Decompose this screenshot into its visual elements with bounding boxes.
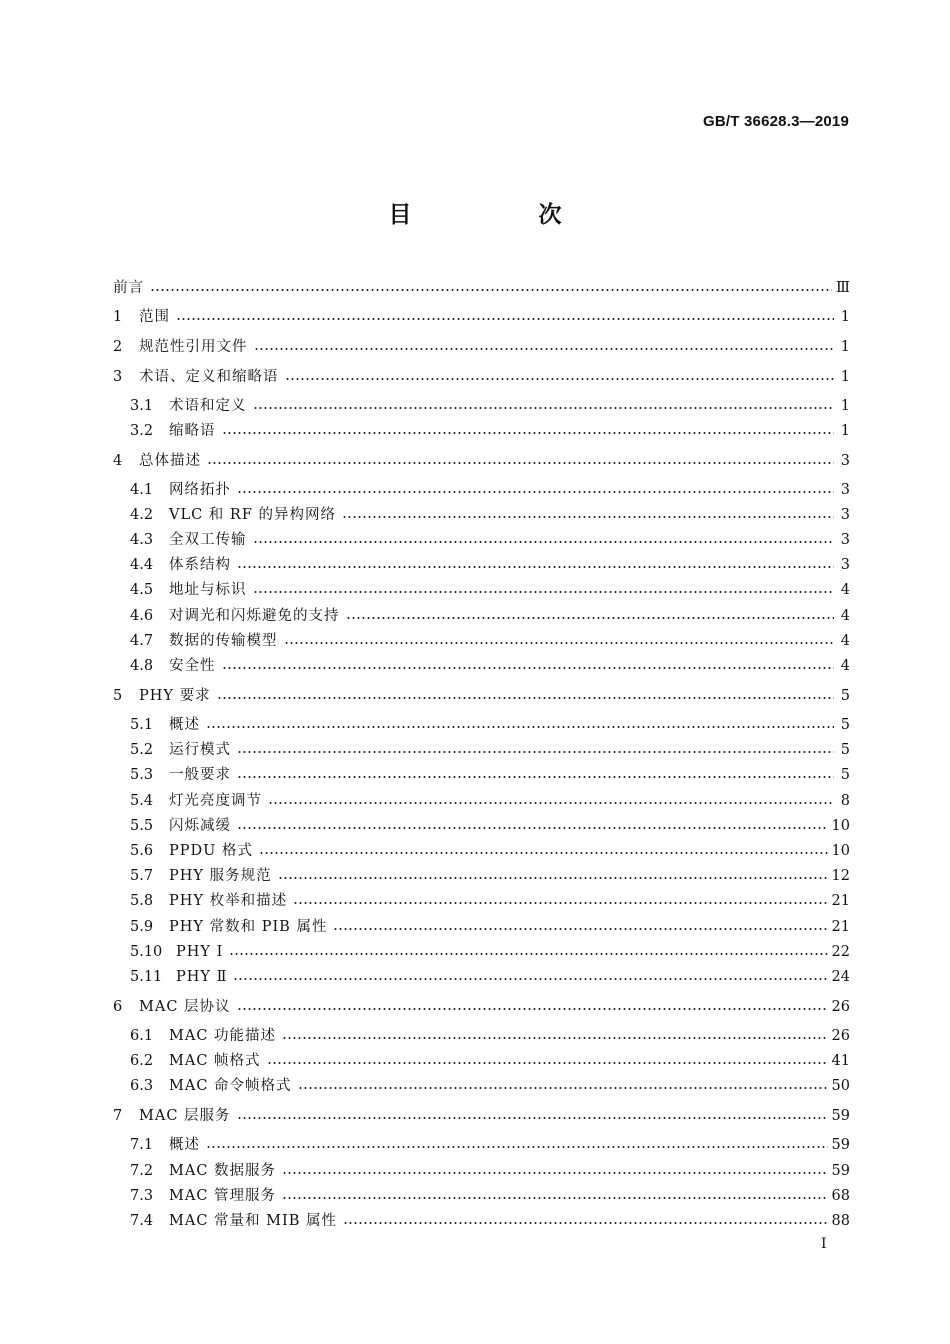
- toc-entry-number: 4.4: [130, 557, 154, 573]
- toc-entry-page: 5: [840, 742, 850, 758]
- toc-entry-title: PHY 枚举和描述: [169, 893, 288, 909]
- toc-entry[interactable]: [113, 366, 850, 388]
- toc-entry-page: 26: [831, 999, 850, 1015]
- toc-entry-title: 总体描述: [139, 453, 201, 469]
- toc-entry-title: 网络拓扑: [169, 482, 231, 498]
- toc-entry-page: 1: [840, 423, 850, 439]
- toc-entry-page: Ⅲ: [836, 280, 850, 296]
- toc-entry-number: 4.8: [130, 658, 154, 674]
- toc-entry-number: 3: [113, 369, 123, 385]
- toc-entry-page: 21: [831, 919, 850, 935]
- toc-entry-title: 运行模式: [169, 742, 231, 758]
- dot-leader: [206, 715, 834, 729]
- toc-entry[interactable]: [130, 739, 850, 761]
- dot-leader: [237, 740, 834, 754]
- page-folio: Ⅰ: [821, 1236, 827, 1252]
- toc-entry[interactable]: [130, 1050, 850, 1072]
- dot-leader: [282, 1161, 828, 1175]
- toc-entry-page: 10: [831, 843, 850, 859]
- toc-entry-page: 1: [840, 309, 850, 325]
- toc-entry-page: 3: [840, 482, 850, 498]
- toc-entry-number: 4.2: [130, 507, 154, 523]
- toc-entry[interactable]: [130, 1185, 850, 1207]
- dot-leader: [150, 278, 832, 292]
- toc-entry-page: 3: [840, 532, 850, 548]
- toc-entry-title: 概述: [169, 717, 200, 733]
- standard-number: GB/T 36628.3—2019: [703, 113, 849, 130]
- toc-entry-title: 前言: [113, 280, 144, 296]
- toc-entry[interactable]: [130, 1025, 850, 1047]
- toc-entry-title: PHY Ⅰ: [176, 944, 224, 960]
- toc-entry-title: 闪烁减缓: [169, 818, 231, 834]
- toc-entry-title: MAC 命令帧格式: [169, 1078, 292, 1094]
- dot-leader: [237, 816, 828, 830]
- toc-entry-page: 26: [831, 1028, 850, 1044]
- toc-entry-title: 对调光和闪烁避免的支持: [169, 608, 340, 624]
- toc-entry[interactable]: [130, 579, 850, 601]
- dot-leader: [237, 1106, 828, 1120]
- toc-entry[interactable]: [130, 764, 850, 786]
- toc-entry-page: 5: [840, 717, 850, 733]
- toc-entry-title: MAC 功能描述: [169, 1028, 277, 1044]
- toc-entry-title: 安全性: [169, 658, 216, 674]
- toc-entry[interactable]: [130, 420, 850, 442]
- toc-entry[interactable]: [130, 916, 850, 938]
- toc-entry-title: 一般要求: [169, 767, 231, 783]
- toc-entry-number: 1: [113, 309, 123, 325]
- toc-entry-title: 灯光亮度调节: [169, 793, 262, 809]
- toc-entry-number: 7.4: [130, 1213, 154, 1229]
- toc-entry-title: PHY Ⅱ: [176, 969, 228, 985]
- toc-entry-number: 6.3: [130, 1078, 154, 1094]
- toc-entry[interactable]: [113, 685, 850, 707]
- toc-entry-page: 10: [831, 818, 850, 834]
- dot-leader: [285, 367, 835, 381]
- dot-leader: [253, 530, 835, 544]
- toc-entry-page: 50: [831, 1078, 850, 1094]
- dot-leader: [217, 686, 834, 700]
- toc-entry-title: MAC 管理服务: [169, 1188, 277, 1204]
- toc-entry-title: MAC 常量和 MIB 属性: [169, 1213, 337, 1229]
- toc-entry-title: 数据的传输模型: [169, 633, 278, 649]
- toc-entry-title: PHY 服务规范: [169, 868, 272, 884]
- toc-entry-number: 4.7: [130, 633, 154, 649]
- toc-entry-title: 术语、定义和缩略语: [139, 369, 279, 385]
- toc-entry[interactable]: [130, 714, 850, 736]
- toc-entry-title: 概述: [169, 1137, 200, 1153]
- toc-entry-page: 59: [831, 1163, 850, 1179]
- toc-entry[interactable]: [130, 840, 850, 862]
- toc-entry-page: 12: [831, 868, 850, 884]
- toc-entry-title: 术语和定义: [169, 398, 247, 414]
- toc-entry[interactable]: [113, 450, 850, 472]
- toc-entry[interactable]: [130, 504, 850, 526]
- toc-entry-page: 5: [840, 767, 850, 783]
- dot-leader: [259, 841, 828, 855]
- toc-entry-page: 1: [840, 369, 850, 385]
- dot-leader: [293, 891, 827, 905]
- toc-entry-number: 5.3: [130, 767, 154, 783]
- toc-entry-number: 5.9: [130, 919, 154, 935]
- toc-entry-number: 6: [113, 999, 123, 1015]
- toc-entry-page: 88: [831, 1213, 850, 1229]
- toc-entry-title: 地址与标识: [169, 582, 247, 598]
- dot-leader: [222, 656, 835, 670]
- toc-entry-page: 4: [840, 658, 850, 674]
- toc-entry[interactable]: [113, 306, 850, 328]
- toc-entry[interactable]: [130, 1075, 850, 1097]
- toc-entry-number: 5.8: [130, 893, 154, 909]
- dot-leader: [282, 1026, 828, 1040]
- toc-entry-title: 体系结构: [169, 557, 231, 573]
- dot-leader: [237, 765, 834, 779]
- toc-entry-page: 1: [840, 339, 850, 355]
- toc-entry-title: 规范性引用文件: [139, 339, 248, 355]
- toc-entry-page: 1: [840, 398, 850, 414]
- dot-leader: [229, 942, 827, 956]
- toc-entry[interactable]: [130, 941, 850, 963]
- toc-entry[interactable]: [130, 966, 850, 988]
- dot-leader: [333, 917, 827, 931]
- toc-entry[interactable]: [130, 1160, 850, 1182]
- toc-entry-number: 4.5: [130, 582, 154, 598]
- toc-entry-page: 59: [831, 1108, 850, 1124]
- toc-entry-number: 5.4: [130, 793, 154, 809]
- toc-entry[interactable]: [113, 277, 850, 299]
- toc-entry-page: 3: [840, 453, 850, 469]
- toc-entry-number: 6.2: [130, 1053, 154, 1069]
- toc-entry-number: 2: [113, 339, 123, 355]
- page-title: 目 次: [388, 201, 614, 228]
- dot-leader: [237, 555, 834, 569]
- toc-entry[interactable]: [113, 336, 850, 358]
- toc-entry-title: MAC 数据服务: [169, 1163, 277, 1179]
- toc-entry[interactable]: [130, 395, 850, 417]
- dot-leader: [254, 337, 835, 351]
- toc-entry-page: 24: [831, 969, 850, 985]
- toc-entry-page: 3: [840, 507, 850, 523]
- toc-entry-page: 22: [831, 944, 850, 960]
- toc-entry-number: 5.2: [130, 742, 154, 758]
- toc-entry-number: 4.1: [130, 482, 154, 498]
- toc-entry[interactable]: [130, 890, 850, 912]
- toc-entry-title: MAC 层服务: [139, 1108, 231, 1124]
- toc-entry[interactable]: [130, 1210, 850, 1232]
- toc-entry-page: 21: [831, 893, 850, 909]
- dot-leader: [268, 791, 834, 805]
- toc-entry[interactable]: [130, 655, 850, 677]
- dot-leader: [278, 866, 828, 880]
- toc-entry-page: 5: [840, 688, 850, 704]
- dot-leader: [346, 606, 835, 620]
- toc-entry-number: 5: [113, 688, 123, 704]
- toc-entry-number: 7.1: [130, 1137, 154, 1153]
- toc-entry[interactable]: [130, 605, 850, 627]
- toc-entry-number: 7.3: [130, 1188, 154, 1204]
- toc-entry-page: 59: [831, 1137, 850, 1153]
- toc-entry[interactable]: [130, 554, 850, 576]
- toc-entry-page: 3: [840, 557, 850, 573]
- dot-leader: [298, 1076, 828, 1090]
- toc-entry[interactable]: [130, 865, 850, 887]
- toc-entry-title: PHY 常数和 PIB 属性: [169, 919, 328, 935]
- dot-leader: [342, 505, 834, 519]
- toc-entry-title: MAC 层协议: [139, 999, 231, 1015]
- toc-entry-number: 5.1: [130, 717, 154, 733]
- toc-entry-page: 41: [831, 1053, 850, 1069]
- toc-entry[interactable]: [130, 790, 850, 812]
- toc-entry-title: 范围: [139, 309, 170, 325]
- toc-entry-page: 4: [840, 608, 850, 624]
- toc-entry-number: 7.2: [130, 1163, 154, 1179]
- toc-entry-number: 7: [113, 1108, 123, 1124]
- dot-leader: [206, 1135, 828, 1149]
- toc-entry-number: 5.7: [130, 868, 154, 884]
- toc-entry-number: 3.1: [130, 398, 154, 414]
- dot-leader: [237, 997, 828, 1011]
- toc-entry-number: 5.10: [130, 944, 163, 960]
- dot-leader: [282, 1186, 828, 1200]
- toc-entry[interactable]: [130, 479, 850, 501]
- toc-entry-number: 4: [113, 453, 123, 469]
- toc-entry-page: 68: [831, 1188, 850, 1204]
- toc-entry-number: 5.6: [130, 843, 154, 859]
- toc-entry-title: VLC 和 RF 的异构网络: [169, 507, 336, 523]
- toc-entry[interactable]: [130, 630, 850, 652]
- dot-leader: [237, 480, 834, 494]
- dot-leader: [253, 396, 835, 410]
- dot-leader: [284, 631, 835, 645]
- toc-entry-title: PHY 要求: [139, 688, 211, 704]
- dot-leader: [343, 1211, 828, 1225]
- toc-entry[interactable]: [113, 1105, 850, 1127]
- toc-entry-page: 8: [840, 793, 850, 809]
- toc-entry[interactable]: [130, 1134, 850, 1156]
- toc-entry-page: 4: [840, 582, 850, 598]
- dot-leader: [233, 967, 827, 981]
- dot-leader: [222, 421, 835, 435]
- dot-leader: [253, 580, 835, 594]
- toc-entry[interactable]: [130, 815, 850, 837]
- toc-entry-page: 4: [840, 633, 850, 649]
- toc-entry-title: 全双工传输: [169, 532, 247, 548]
- toc-entry-number: 3.2: [130, 423, 154, 439]
- toc-entry-title: PPDU 格式: [169, 843, 253, 859]
- dot-leader: [267, 1051, 828, 1065]
- toc-entry[interactable]: [130, 529, 850, 551]
- toc-entry-number: 6.1: [130, 1028, 154, 1044]
- toc-entry-number: 4.3: [130, 532, 154, 548]
- dot-leader: [207, 451, 834, 465]
- toc-entry-number: 4.6: [130, 608, 154, 624]
- toc-entry-number: 5.5: [130, 818, 154, 834]
- toc-entry[interactable]: [113, 996, 850, 1018]
- toc-entry-number: 5.11: [130, 969, 163, 985]
- dot-leader: [176, 307, 834, 321]
- toc-entry-title: 缩略语: [169, 423, 216, 439]
- toc-entry-title: MAC 帧格式: [169, 1053, 261, 1069]
